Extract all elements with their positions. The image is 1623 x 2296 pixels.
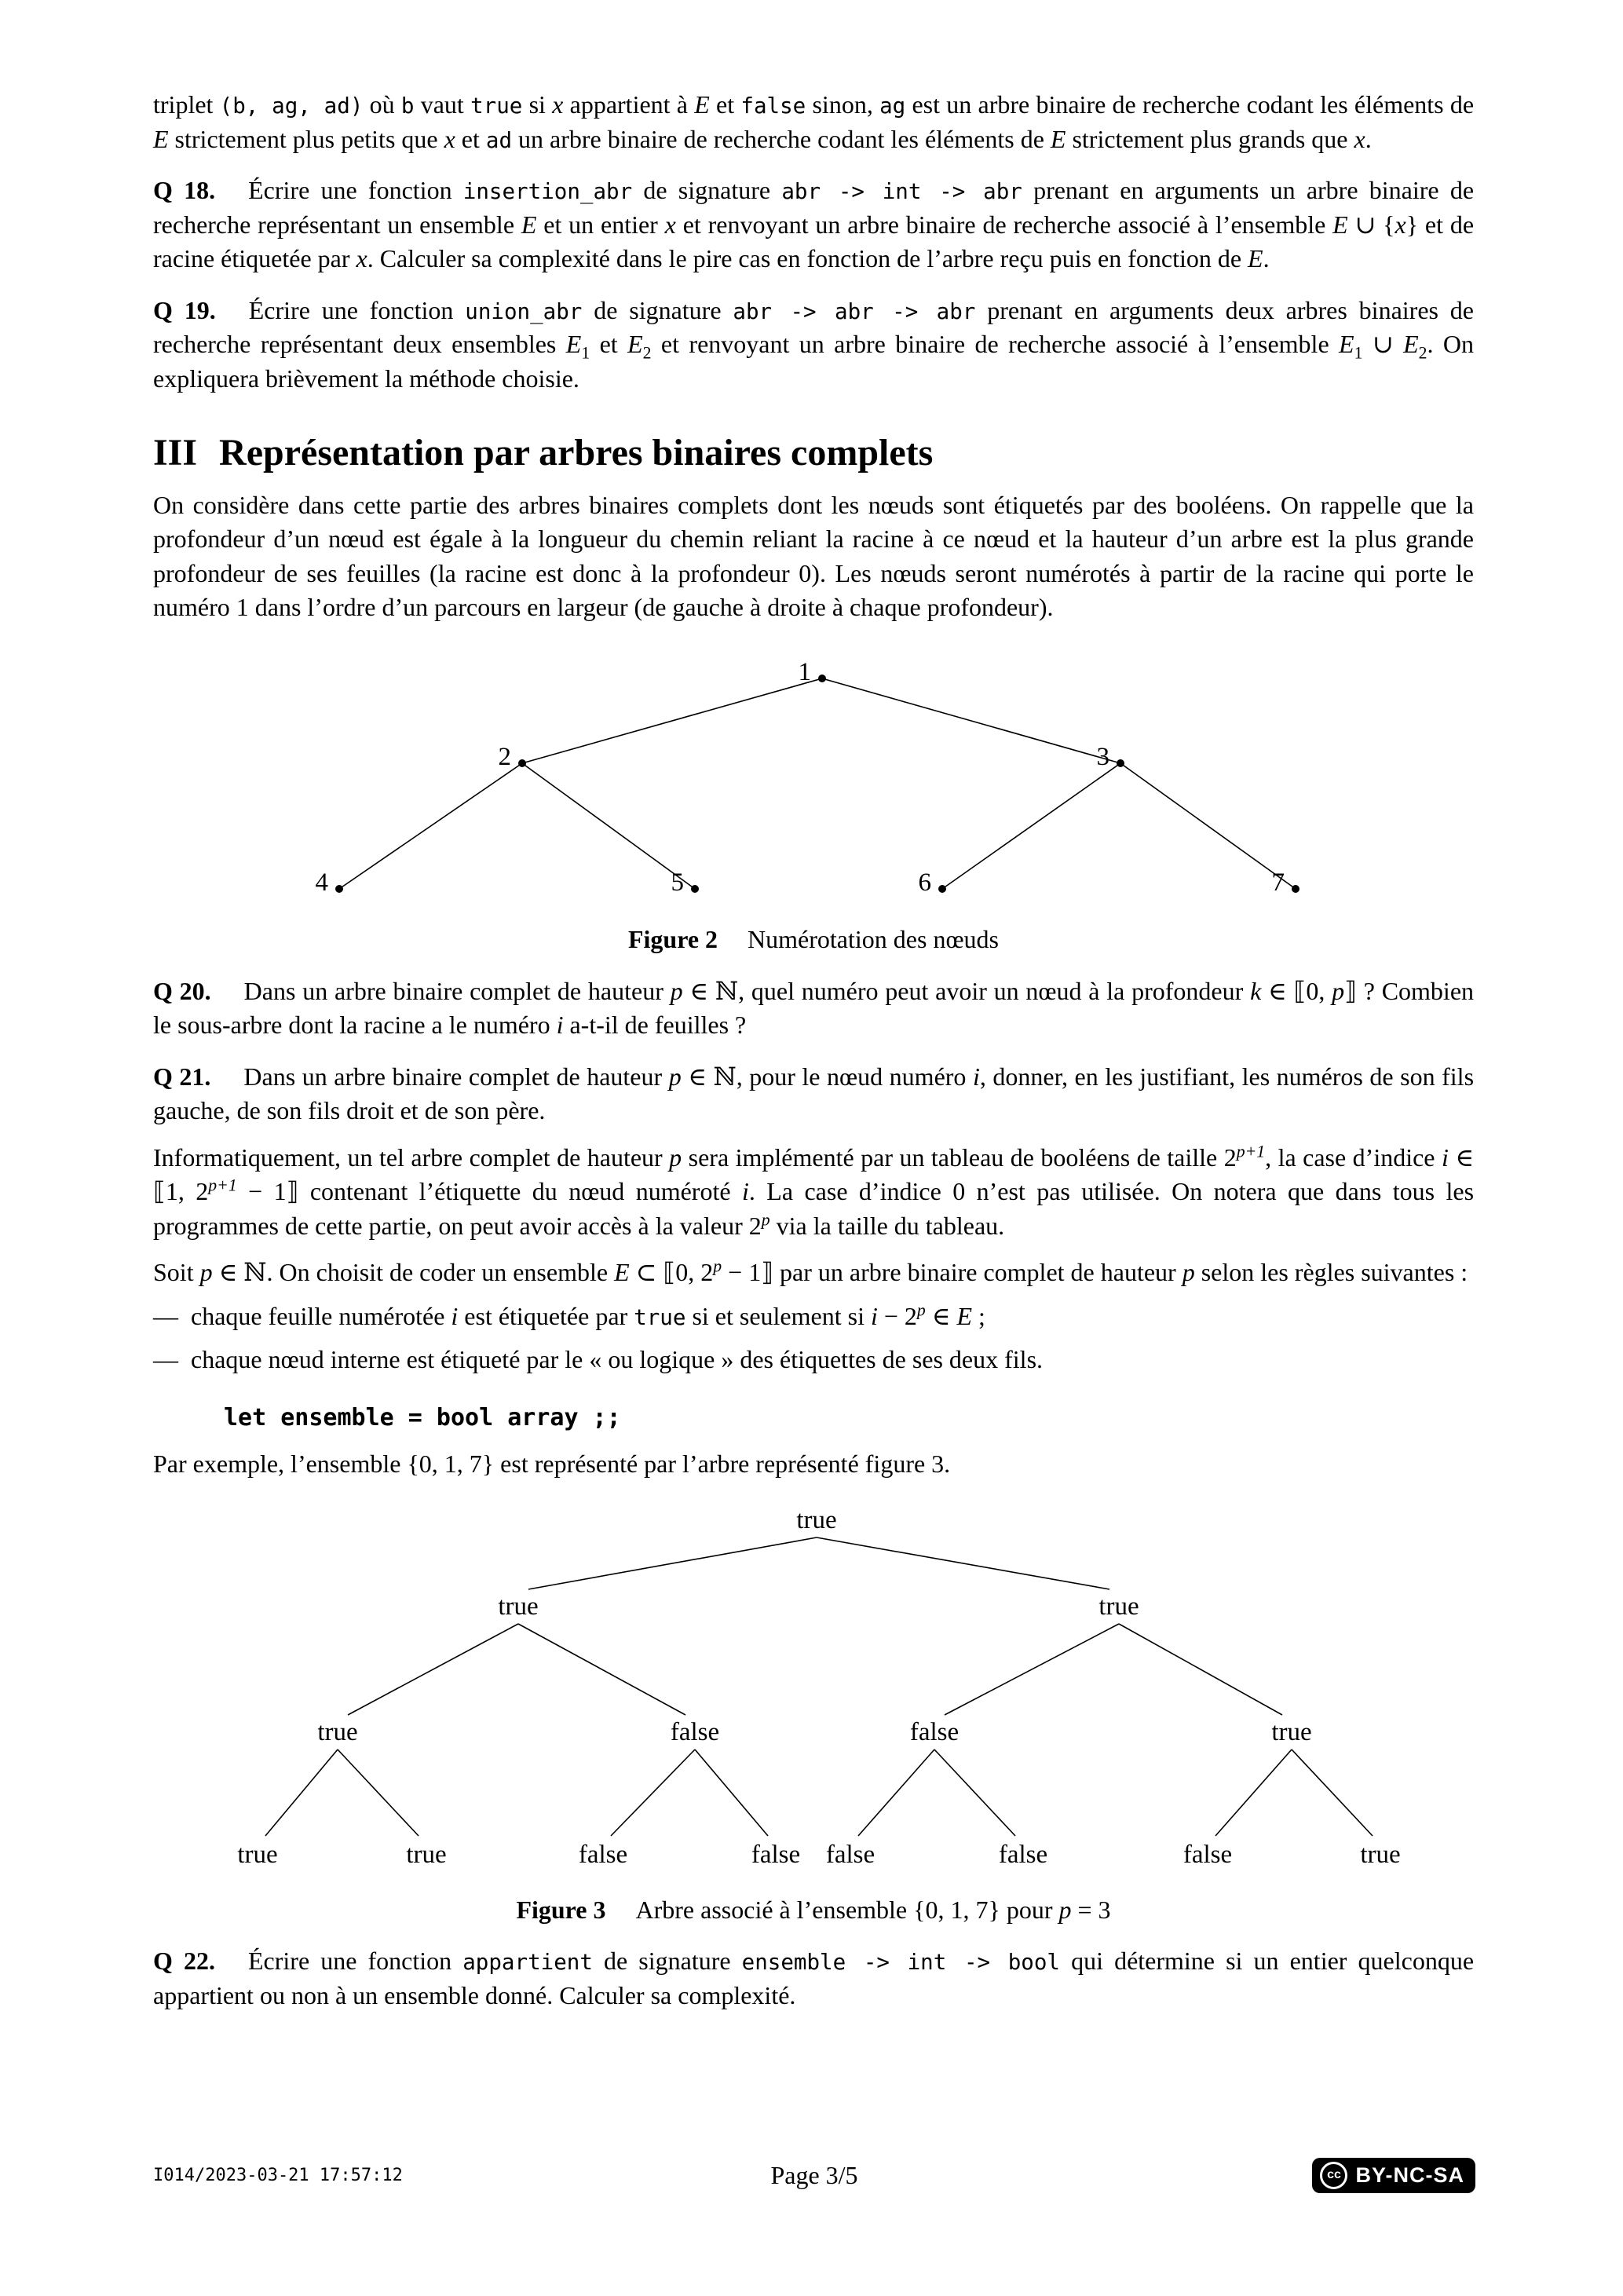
figure3 <box>153 1501 1474 1927</box>
paragraph-implementation: Informatiquement, un tel arbre complet de hauteur p sera implémenté par un tableau de booléens de taille $2^{p+1}$, la case d’indice i ∈ ⟦1, $2^{p+1}$ − 1⟧ contenant l’étiquette du nœud numéroté i. La case d’indice 0 n’est pas utilisée. On notera que dans tous les programmes de cette partie, on peut avoir accès à la valeur 2$^p$ via la taille du tableau. <box>153 1142 1475 1240</box>
figure3-tree-svg <box>153 1501 1474 1874</box>
page-content <box>153 75 1474 2013</box>
rule-item-leaf: — chaque feuille numérotée i est étiquetée par true si et seulement si $i - 2^p$ ∈ E ; <box>153 1300 985 1330</box>
question-21: Q 21. Dans un arbre binaire complet de hauteur p ∈ ℕ, pour le nœud numéro i, donner, en les justifiant, les numéros de son fils gauche, de son fils droit et de son père. <box>153 1062 1475 1125</box>
figure2 <box>153 645 1474 957</box>
figure2-node-6: 6 <box>918 868 931 897</box>
figure3-leaf-0: true <box>237 1841 278 1870</box>
figure3-node-l1-1: true <box>1098 1592 1139 1621</box>
question-19: Q 19. Écrire une fonction union_abr de signature abr -> abr -> abr prenant en arguments deux arbres binaires de recherche représentant deux ensembles $E_1$ et $E_2$ et renvoyant un arbre binaire de recherche associé à l’ensemble $E_1$ ∪ $E_2$. On expliquera brièvement la méthode choisie. <box>153 295 1475 393</box>
figure2-node-2: 2 <box>498 742 511 771</box>
figure2-edges <box>339 678 1296 889</box>
cc-license-text: BY-NC-SA <box>1355 2163 1464 2187</box>
paragraph-example: Par exemple, l’ensemble {0, 1, 7} est représenté par l’arbre représenté figure 3. <box>153 1449 951 1478</box>
rule-item-internal: — chaque nœud interne est étiqueté par le « ou logique » des étiquettes de ses deux fils. <box>153 1345 1044 1374</box>
question-20: Q 20. Dans un arbre binaire complet de hauteur p ∈ ℕ, quel numéro peut avoir un nœud à la profondeur k ∈ ⟦0, p⟧ ? Combien le sous-arbre dont la racine a le numéro i a-t-il de feuilles ? <box>153 976 1475 1040</box>
section-title: Représentation par arbres binaires complets <box>219 432 934 474</box>
figure3-leaf-3: false <box>751 1841 801 1870</box>
figure2-caption-text: Numérotation des nœuds <box>748 925 999 954</box>
figure2-node-3: 3 <box>1096 742 1109 771</box>
paragraph-triplet: triplet (b, ag, ad) où b vaut true si x appartient à E et false sinon, ag est un arbre binaire de recherche codant les éléments de E strictement plus petits que x et ad un arbre binaire de recherche codant les éléments de E strictement plus grands que x. <box>153 90 1475 153</box>
figure2-node-4: 4 <box>315 868 328 897</box>
figure3-node-l2-2: false <box>909 1718 960 1747</box>
figure3-node-l1-0: true <box>498 1592 539 1621</box>
question-18: Q 18. Écrire une fonction insertion_abr de signature abr -> int -> abr prenant en arguments un arbre binaire de recherche représentant un ensemble E et un entier x et renvoyant un arbre binaire de recherche associé à l’ensemble E ∪ {x} et de racine étiquetée par x. Calculer sa complexité dans le pire cas en fonction de l’arbre reçu puis en fonction de E. <box>153 176 1475 273</box>
figure3-leaf-4: false <box>825 1841 875 1870</box>
figure3-leaf-5: false <box>998 1841 1048 1870</box>
figure3-caption-text: Arbre associé à l’ensemble {0, 1, 7} pour p = 3 <box>635 1895 1111 1924</box>
figure2-caption-label: Figure 2 <box>627 925 718 954</box>
figure3-node-l2-3: true <box>1271 1718 1312 1747</box>
footer <box>153 2153 1475 2197</box>
figure3-node-labels <box>237 1506 1400 1869</box>
figure2-caption <box>153 923 1474 957</box>
section-heading <box>153 430 1474 476</box>
figure3-leaf-2: false <box>578 1841 628 1870</box>
paragraph-complete-trees: On considère dans cette partie des arbres binaires complets dont les nœuds sont étiquetés par des booléens. On rappelle que la profondeur d’un nœud est égale à la longueur du chemin reliant la racine à ce nœud et la hauteur d’un arbre est la plus grande profondeur de ses feuilles (la racine est donc à la profondeur 0). Les nœuds seront numérotés à partir de la racine qui porte le numéro 1 dans l’ordre d’un parcours en largeur (de gauche à droite à chaque profondeur). <box>153 490 1474 622</box>
question-22: Q 22. Écrire une fonction appartient de signature ensemble -> int -> bool qui détermine si un entier quelconque appartient ou non à un ensemble donné. Calculer sa complexité. <box>153 1947 1475 2009</box>
figure2-node-5: 5 <box>671 868 684 897</box>
figure2-node-dots <box>335 675 1299 893</box>
figure3-node-l2-1: false <box>670 1718 720 1747</box>
figure3-caption-label: Figure 3 <box>516 1895 606 1924</box>
footer-page-number: Page 3/5 <box>770 2160 858 2189</box>
figure3-leaf-1: true <box>406 1841 447 1870</box>
figure3-edges <box>265 1537 1373 1836</box>
paragraph-encoding-rules: Soit p ∈ ℕ. On choisit de coder un ensemble E ⊂ ⟦0, $2^p$ − 1⟧ par un arbre binaire complet de hauteur p selon les règles suivantes : <box>153 1256 1468 1287</box>
cc-license-badge <box>1312 2158 1475 2193</box>
figure3-node-l2-0: true <box>317 1718 358 1747</box>
figure2-node-7: 7 <box>1271 868 1285 897</box>
figure3-leaf-6: false <box>1183 1841 1233 1870</box>
figure2-node-1: 1 <box>798 657 811 686</box>
figure3-caption <box>153 1893 1474 1928</box>
section-number: III <box>153 432 198 474</box>
figure2-tree-svg <box>153 645 1474 905</box>
figure3-node-root: true <box>796 1506 837 1535</box>
figure3-leaf-7: true <box>1360 1841 1401 1870</box>
code-ensemble-type: let ensemble = bool array ;; <box>224 1403 621 1431</box>
cc-icon: cc <box>1320 2162 1347 2189</box>
footer-doc-id: I014/2023-03-21 17:57:12 <box>153 2165 403 2185</box>
